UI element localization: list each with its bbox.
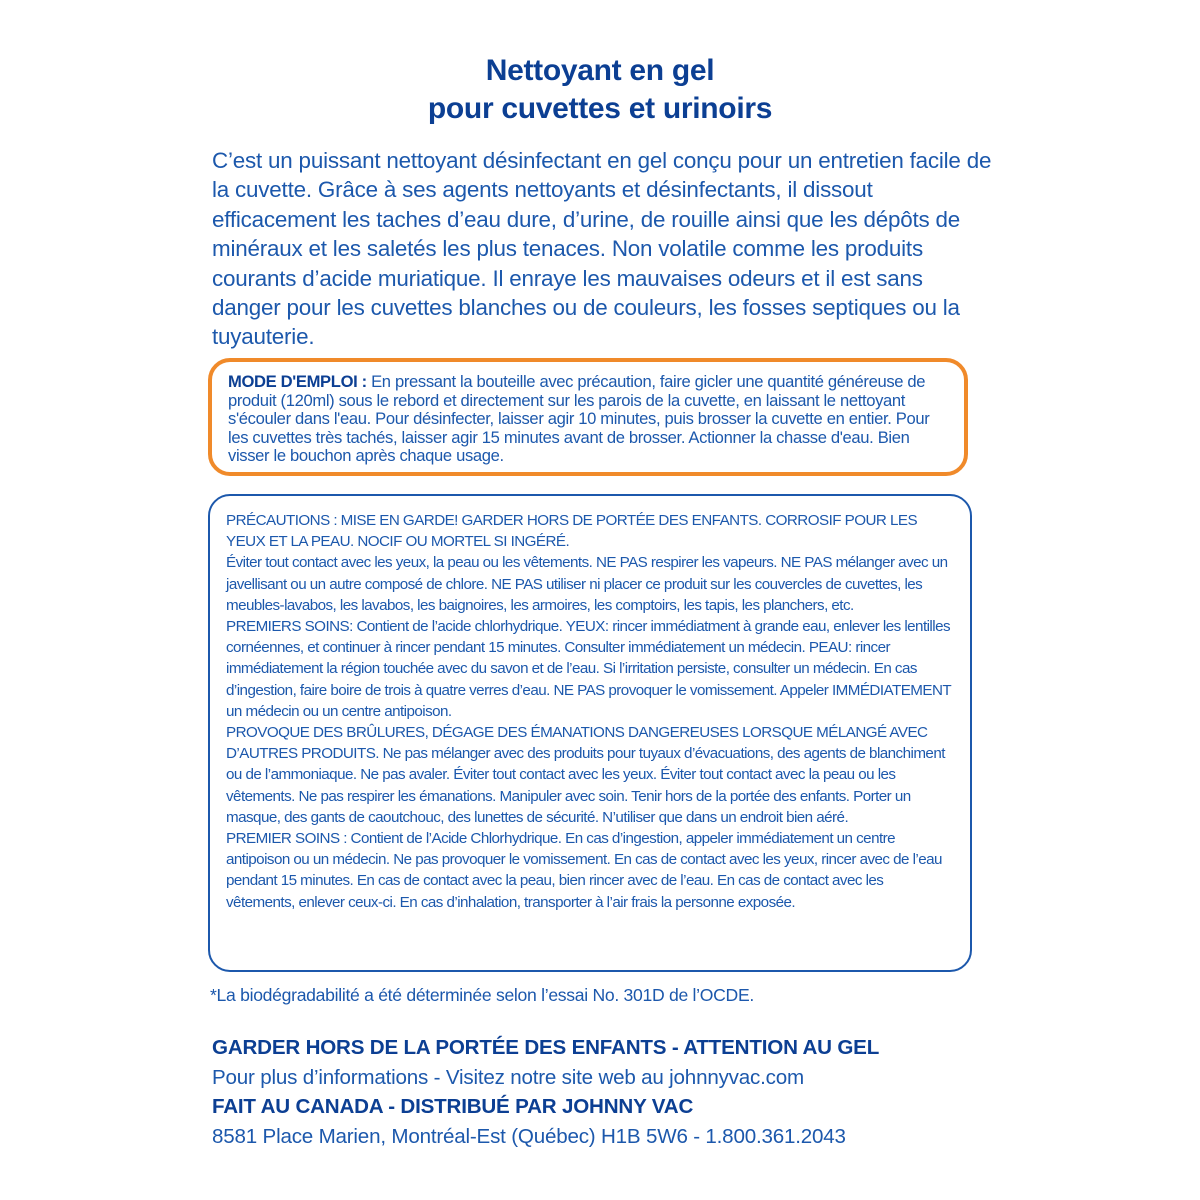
footer-made-in: FAIT AU CANADA - DISTRIBUÉ PAR JOHNNY VAC: [212, 1095, 694, 1118]
footer: [212, 1033, 1112, 1151]
footer-address: 8581 Place Marien, Montréal-Est (Québec) H1B 5W6 - 1.800.361.2043: [212, 1124, 846, 1148]
precautions-burns: PROVOQUE DES BRÛLURES, DÉGAGE DES ÉMANATIONS DANGEREUSES LORSQUE MÉLANGÉ AVEC D’AUTRES PRODUITS. Ne pas mélanger avec des produits pour tuyaux d’évacuations, des agents de blanchiment ou de l’ammoniaque. Ne pas avaler. Éviter tout contact avec les yeux. Éviter tout contact avec la peau ou les vêtements. Ne pas respirer les émanations. Manipuler avec soin. Tenir hors de la portée des enfants. Porter un masque, des gants de caoutchouc, des lunettes de sécurité. N’utiliser que dans un endroit bien aéré.: [226, 724, 945, 826]
precautions-warning: PRÉCAUTIONS : MISE EN GARDE! GARDER HORS DE PORTÉE DES ENFANTS. CORROSIF POUR LES YEUX ET LA PEAU. NOCIF OU MORTEL SI INGÉRÉ.: [226, 512, 918, 551]
product-title: [0, 52, 1200, 128]
precautions-first-aid-2: PREMIER SOINS : Contient de l’Acide Chlorhydrique. En cas d’ingestion, appeler immédiatement un centre antipoison ou un médecin. Ne pas provoquer le vomissement. En cas de contact avec les yeux, rincer avec de l’eau pendant 15 minutes. En cas de contact avec la peau, bien rincer avec de l’eau. En cas de contact avec les vêtements, enlever ceux-ci. En cas d’inhalation, transporter à l’air frais la personne exposée.: [226, 830, 942, 911]
product-title-line1: Nettoyant en gel: [485, 54, 715, 87]
footer-warning: GARDER HORS DE LA PORTÉE DES ENFANTS - ATTENTION AU GEL: [212, 1036, 880, 1059]
footer-website: Pour plus d’informations - Visitez notre site web au johnnyvac.com: [212, 1065, 804, 1089]
precautions-first-aid: PREMIERS SOINS: Contient de l’acide chlorhydrique. YEUX: rincer immédiatment à grande eau, enlever les lentilles cornéennes, et continuer à rincer pendant 15 minutes. Consulter immédiatement un médecin. PEAU: rincer immédiatement la région touchée avec du savon et de l’eau. Si l’irritation persiste, consulter un médecin. En cas d’ingestion, faire boire de trois à quatre verres d’eau. NE PAS provoquer le vomissement. Appeler IMMÉDIATEMENT un médecin ou un centre antipoison.: [226, 618, 951, 720]
product-description: C’est un puissant nettoyant désinfectant en gel conçu pour un entretien facile de la cuvette. Grâce à ses agents nettoyants et désinfectants, il dissout efficacement les taches d’eau dure, d’urine, de rouille ainsi que les dépôts de minéraux et les saletés les plus tenaces. Non volatile comme les produits courants d’acide muriatique. Il enraye les mauvaises odeurs et il est sans danger pour les cuvettes blanches ou de couleurs, les fosses septiques ou la tuyauterie.: [212, 148, 992, 350]
precautions-avoid-contact: Éviter tout contact avec les yeux, la peau ou les vêtements. NE PAS respirer les vapeurs. NE PAS mélanger avec un javellisant ou un autre composé de chlore. NE PAS utiliser ni placer ce produit sur les couvercles de cuvettes, les meubles-lavabos, les lavabos, les baignoires, les armoires, les comptoirs, les tapis, les planchers, etc.: [226, 554, 948, 614]
directions-text: En pressant la bouteille avec précaution, faire gicler une quantité généreuse de produit (120ml) sous le rebord et directement sur les parois de la cuvette, en laissant le nettoyant s'écouler dans l'eau. Pour désinfecter, laisser agir 10 minutes, puis brosser la cuvette en entier. Pour les cuvettes très tachés, laisser agir 15 minutes avant de brosser. Actionner la chasse d'eau. Bien visser le bouchon après chaque usage.: [228, 372, 930, 466]
directions-label: MODE D'EMPLOI :: [228, 372, 367, 391]
directions-box: [208, 358, 968, 476]
product-title-line2: pour cuvettes et urinoirs: [427, 92, 773, 125]
precautions-box: [208, 494, 972, 972]
biodegradability-footnote: *La biodégradabilité a été déterminée selon l’essai No. 301D de l’OCDE.: [210, 985, 754, 1005]
